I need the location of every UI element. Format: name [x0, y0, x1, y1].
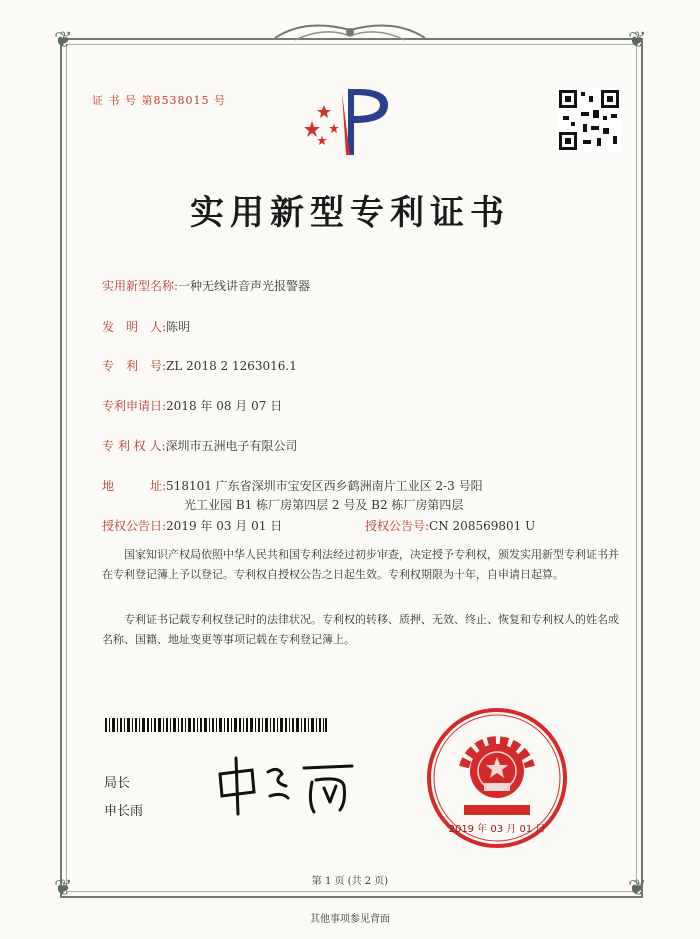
field-label: 发 明 人: — [102, 320, 167, 334]
field-label: 授权公告号: — [365, 519, 430, 533]
patent-office-logo-icon — [298, 83, 408, 163]
field-value: 518101 广东省深圳市宝安区西乡鹤洲南片工业区 2-3 号阳 — [166, 479, 483, 493]
certificate-number: 证 书 号 第8538015 号 — [92, 94, 226, 107]
field-value: ZL 2018 2 1263016.1 — [166, 359, 297, 373]
corner-ornament-icon: ❦ — [628, 28, 647, 53]
director-title: 局长 — [104, 776, 131, 791]
footer-note: 其他事项参见背面 — [310, 914, 390, 925]
field-value: 一种无线讲音声光报警器 — [178, 279, 311, 293]
field-label: 专 利 权 人: — [102, 439, 166, 453]
qr-code-icon — [557, 88, 621, 152]
official-seal-icon — [424, 705, 570, 851]
barcode-icon — [105, 718, 327, 732]
address-line-2: 光工业园 B1 栋厂房第四层 2 号及 B2 栋厂房第四层 — [184, 498, 464, 512]
address — [102, 477, 483, 494]
field-label: 授权公告日: — [102, 519, 167, 533]
field-value: CN 208569801 U — [429, 519, 536, 533]
top-ornament-icon — [265, 18, 435, 48]
grant-number — [365, 517, 535, 534]
utility-model-name — [102, 277, 310, 294]
grant-statement-paragraph: 国家知识产权局依照中华人民共和国专利法经过初步审查，决定授予专利权，颁发实用新型专利证书并在专利登记簿上予以登记。专利权自授权公告之日起生效。专利权期限为十年，自申请日起算。 — [102, 548, 619, 581]
field-value: 2019 年 03 月 01 日 — [166, 519, 283, 533]
page-indicator: 第 1 页 (共 2 页) — [311, 876, 389, 887]
corner-ornament-icon: ❦ — [54, 876, 73, 901]
grant-date — [102, 517, 282, 534]
field-value: 2018 年 08 月 07 日 — [166, 399, 283, 413]
patentee — [102, 437, 298, 454]
patent-number — [102, 357, 297, 374]
filing-date — [102, 397, 282, 414]
director-name: 申长雨 — [104, 804, 144, 819]
field-value: 深圳市五洲电子有限公司 — [165, 439, 298, 453]
inventor — [102, 318, 190, 335]
director-signature-icon — [212, 752, 362, 822]
field-label: 专 利 号: — [102, 359, 167, 373]
corner-ornament-icon: ❦ — [628, 876, 647, 901]
corner-ornament-icon: ❦ — [54, 28, 73, 53]
certificate-title: 实用新型专利证书 — [190, 193, 510, 233]
field-label: 实用新型名称: — [102, 279, 179, 293]
field-value: 陈明 — [166, 320, 191, 334]
legal-status-paragraph: 专利证书记载专利权登记时的法律状况。专利权的转移、质押、无效、终止、恢复和专利权人的姓名或名称、国籍、地址变更等事项记载在专利登记簿上。 — [102, 613, 619, 646]
field-label: 地 址: — [102, 479, 167, 493]
seal-date: 2019 年 03 月 01 日 — [448, 824, 546, 835]
field-label: 专利申请日: — [102, 399, 167, 413]
